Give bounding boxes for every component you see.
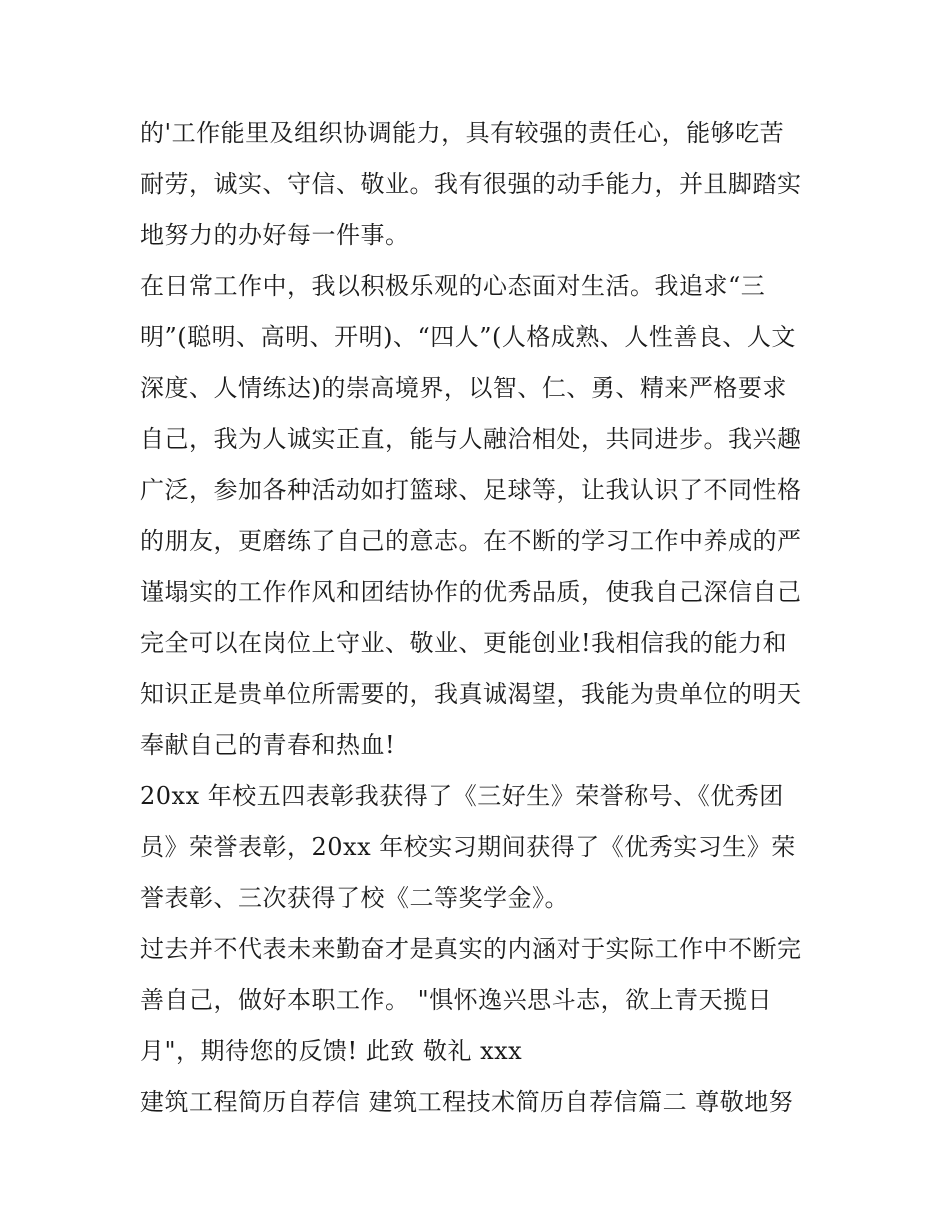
text-line: 明”(聪明、高明、开明)、“四人”(人格成熟、人性善良、人文 — [140, 323, 796, 351]
text-line: 广泛，参加各种活动如打篮球、足球等，让我认识了不同性格 — [140, 476, 802, 504]
text-line: 自己，我为人诚实正直，能与人融洽相处，共同进步。我兴趣 — [140, 425, 802, 453]
text-line: 20xx 年校五四表彰我获得了《三好生》荣誉称号、《优秀团 — [140, 782, 784, 810]
document-body — [140, 108, 820, 1128]
text-line: 耐劳，诚实、守信、敬业。我有很强的动手能力，并且脚踏实 — [140, 170, 802, 198]
text-line: 地努力的办好每一件事。 — [140, 221, 410, 249]
text-line: 谨塌实的工作作风和团结协作的优秀品质，使我自己深信自己 — [140, 578, 802, 606]
text-line: 建筑工程简历自荐信 建筑工程技术简历自荐信篇二 尊敬地努 — [140, 1088, 794, 1116]
text-line: 誉表彰、三次获得了校《二等奖学金》。 — [140, 884, 569, 912]
text-line: 过去并不代表未来勤奋才是真实的内涵对于实际工作中不断完 — [140, 935, 802, 963]
text-line: 在日常工作中，我以积极乐观的心态面对生活。我追求“三 — [140, 272, 766, 300]
text-line: 员》荣誉表彰，20xx 年校实习期间获得了《优秀实习生》荣 — [140, 833, 796, 861]
text-line: 深度、人情练达)的崇高境界，以智、仁、勇、精来严格要求 — [140, 374, 787, 402]
text-line: 的朋友，更磨练了自己的意志。在不断的学习工作中养成的严 — [140, 527, 802, 555]
text-line: 奉献自己的青春和热血! — [140, 731, 396, 759]
text-line: 完全可以在岗位上守业、敬业、更能创业!我相信我的能力和 — [140, 629, 788, 657]
text-line: 知识正是贵单位所需要的，我真诚渴望，我能为贵单位的明天 — [140, 680, 802, 708]
text-line: 善自己，做好本职工作。 "惧怀逸兴思斗志，欲上青天揽日 — [140, 986, 773, 1014]
text-line: 的'工作能里及组织协调能力，具有较强的责任心，能够吃苦 — [140, 119, 785, 147]
text-line: 月"，期待您的反馈! 此致 敬礼 xxx — [140, 1037, 523, 1065]
